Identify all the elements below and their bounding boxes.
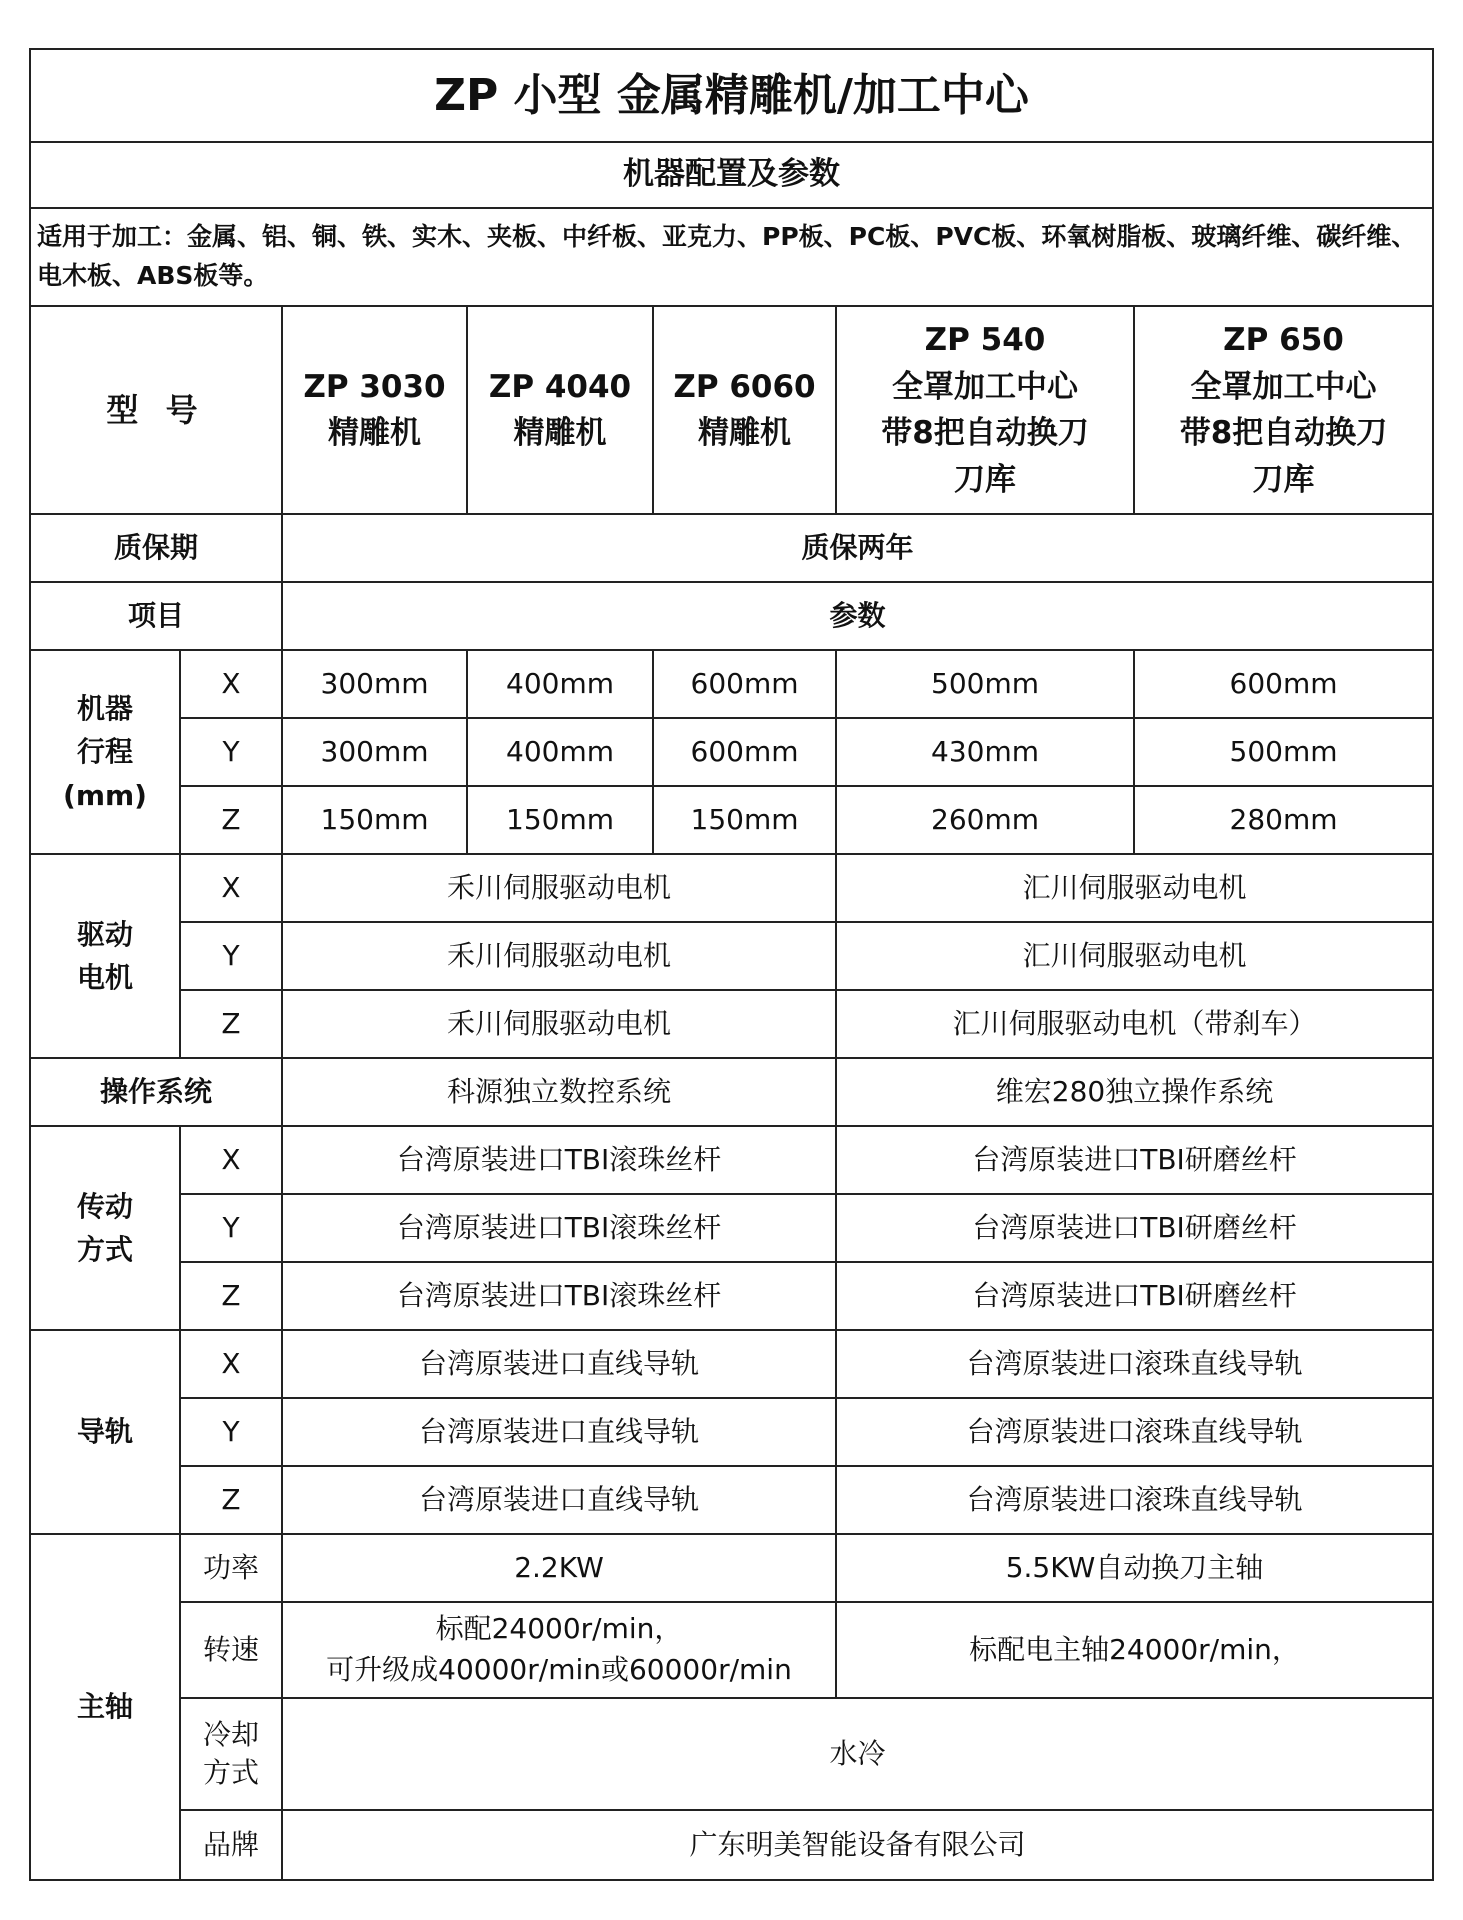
power-label: 功率: [180, 1534, 282, 1602]
model-type: 全罩加工中心: [892, 368, 1078, 405]
model-feature: 刀库: [1252, 461, 1315, 498]
axis-z: Z: [180, 1262, 282, 1330]
motor-label-line: 驱动: [76, 917, 133, 951]
travel-value: 150mm: [282, 786, 467, 854]
power-large: 5.5KW自动换刀主轴: [836, 1534, 1433, 1602]
travel-value: 400mm: [467, 650, 653, 718]
motor-small: 禾川伺服驱动电机: [282, 922, 836, 990]
transmission-small: 台湾原装进口TBI滚珠丝杆: [282, 1262, 836, 1330]
motor-label-line: 电机: [76, 961, 133, 994]
motor-large: 汇川伺服驱动电机: [836, 922, 1433, 990]
axis-y: Y: [180, 1398, 282, 1466]
model-feature: 带8把自动换刀: [881, 415, 1089, 451]
model-zp6060: [653, 306, 836, 514]
power-small: 2.2KW: [282, 1534, 836, 1602]
speed-label: 转速: [180, 1602, 282, 1698]
transmission-large: 台湾原装进口TBI研磨丝杆: [836, 1262, 1433, 1330]
axis-x: X: [180, 650, 282, 718]
model-zp4040: [467, 306, 653, 514]
model-name: ZP 540: [924, 322, 1046, 358]
sheet-title: ZP 小型 金属精雕机/加工中心: [30, 49, 1433, 142]
os-large: 维宏280独立操作系统: [836, 1058, 1433, 1126]
speed-large: 标配电主轴24000r/min，: [836, 1602, 1433, 1698]
speed-upgrade: 可升级成40000r/min或60000r/min: [326, 1653, 792, 1686]
model-name: ZP 650: [1223, 322, 1344, 358]
model-zp650: [1134, 306, 1433, 514]
transmission-small: 台湾原装进口TBI滚珠丝杆: [282, 1126, 836, 1194]
guide-large: 台湾原装进口滚珠直线导轨: [836, 1330, 1433, 1398]
motor-large: 汇川伺服驱动电机（带刹车）: [836, 990, 1433, 1058]
transmission-large: 台湾原装进口TBI研磨丝杆: [836, 1194, 1433, 1262]
model-name: ZP 3030: [303, 368, 446, 405]
model-type: 全罩加工中心: [1190, 368, 1377, 405]
travel-label-line: 机器: [76, 691, 133, 725]
brand-value: 广东明美智能设备有限公司: [282, 1810, 1433, 1880]
transmission-label-line: 方式: [76, 1233, 133, 1266]
travel-value: 500mm: [1134, 718, 1433, 786]
axis-y: Y: [180, 922, 282, 990]
model-type: 精雕机: [328, 415, 421, 451]
applicable-materials: 适用于加工：金属、铝、铜、铁、实木、夹板、中纤板、亚克力、PP板、PC板、PVC板、环氧树脂板、玻璃纤维、碳纤维、电木板、ABS板等。: [30, 208, 1433, 306]
cooling-label-line: 冷却: [202, 1718, 259, 1752]
guide-small: 台湾原装进口直线导轨: [282, 1466, 836, 1534]
travel-value: 150mm: [653, 786, 836, 854]
axis-z: Z: [180, 786, 282, 854]
item-header: 项目: [30, 582, 282, 650]
param-header: 参数: [282, 582, 1433, 650]
motor-small: 禾川伺服驱动电机: [282, 854, 836, 922]
axis-x: X: [180, 854, 282, 922]
transmission-label-line: 传动: [76, 1189, 133, 1223]
spindle-label: 主轴: [30, 1534, 180, 1880]
model-name: ZP 6060: [673, 368, 816, 405]
transmission-small: 台湾原装进口TBI滚珠丝杆: [282, 1194, 836, 1262]
guide-large: 台湾原装进口滚珠直线导轨: [836, 1398, 1433, 1466]
sheet-subtitle: 机器配置及参数: [30, 142, 1433, 208]
axis-z: Z: [180, 990, 282, 1058]
brand-label: 品牌: [180, 1810, 282, 1880]
travel-value: 600mm: [1134, 650, 1433, 718]
os-small: 科源独立数控系统: [282, 1058, 836, 1126]
model-type: 精雕机: [513, 415, 607, 451]
travel-label-line: (mm): [63, 778, 147, 812]
axis-z: Z: [180, 1466, 282, 1534]
travel-value: 260mm: [836, 786, 1134, 854]
speed-small: [282, 1602, 836, 1698]
travel-value: 280mm: [1134, 786, 1433, 854]
travel-value: 400mm: [467, 718, 653, 786]
spec-sheet: [29, 48, 1434, 1881]
model-feature: 带8把自动换刀: [1179, 415, 1388, 451]
os-label: 操作系统: [30, 1058, 282, 1126]
motor-small: 禾川伺服驱动电机: [282, 990, 836, 1058]
transmission-label: [30, 1126, 180, 1330]
model-type: 精雕机: [698, 415, 791, 451]
travel-value: 600mm: [653, 650, 836, 718]
speed-standard: 标配24000r/min，: [435, 1612, 683, 1646]
transmission-large: 台湾原装进口TBI研磨丝杆: [836, 1126, 1433, 1194]
motor-large: 汇川伺服驱动电机: [836, 854, 1433, 922]
cooling-label-line: 方式: [202, 1756, 259, 1789]
travel-value: 150mm: [467, 786, 653, 854]
model-zp3030: [282, 306, 467, 514]
travel-value: 600mm: [653, 718, 836, 786]
cooling-label: [180, 1698, 282, 1810]
guide-small: 台湾原装进口直线导轨: [282, 1330, 836, 1398]
travel-label-line: 行程: [76, 735, 133, 769]
travel-value: 300mm: [282, 718, 467, 786]
travel-value: 300mm: [282, 650, 467, 718]
axis-x: X: [180, 1126, 282, 1194]
axis-y: Y: [180, 1194, 282, 1262]
warranty-value: 质保两年: [282, 514, 1433, 582]
spec-table: [29, 48, 1434, 1881]
guide-label: 导轨: [30, 1330, 180, 1534]
travel-label: [30, 650, 180, 854]
axis-x: X: [180, 1330, 282, 1398]
travel-value: 500mm: [836, 650, 1134, 718]
model-name: ZP 4040: [488, 368, 632, 405]
axis-y: Y: [180, 718, 282, 786]
travel-value: 430mm: [836, 718, 1134, 786]
model-feature: 刀库: [954, 461, 1016, 498]
model-zp540: [836, 306, 1134, 514]
guide-small: 台湾原装进口直线导轨: [282, 1398, 836, 1466]
cooling-value: 水冷: [282, 1698, 1433, 1810]
warranty-label: 质保期: [30, 514, 282, 582]
guide-large: 台湾原装进口滚珠直线导轨: [836, 1466, 1433, 1534]
motor-label: [30, 854, 180, 1058]
model-label: 型 号: [30, 306, 282, 514]
